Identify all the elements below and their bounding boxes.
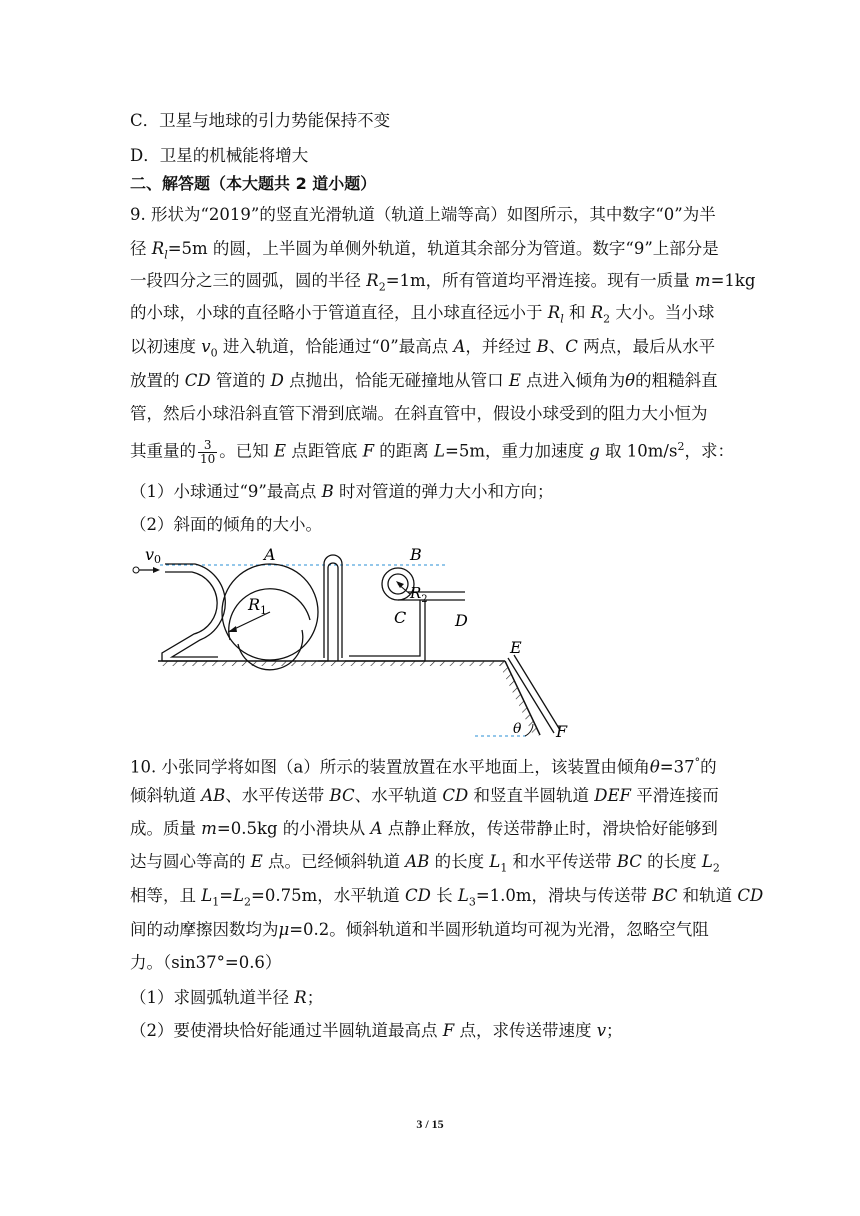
radius-r2-arrow xyxy=(396,581,404,588)
q9-line-3: 一段四分之三的圆弧，圆的半径 $R_2=1m$，所有管道均平滑连接。现有一质量 m=1kg xyxy=(130,271,756,294)
q9-line-7: 管，然后小球沿斜直管下滑到底端。在斜直管中，假设小球受到的阻力大小恒为 xyxy=(130,404,708,423)
label-r2: $R_2$ xyxy=(410,584,428,605)
q10-line-7: 力。（sin37°=0.6） xyxy=(130,953,282,972)
q9-line-4: 的小球，小球的直径略小于管道直径，且小球直径远小于 $R_l$ 和 $R_2$ 大小。当小球 xyxy=(130,303,715,326)
label-a: A xyxy=(264,545,276,564)
q10-line-5: 相等，且 $L_1=L_2=0.75m$，水平轨道 CD 长 $L_3=1.0m$，滑块与传送带 BC 和轨道 CD xyxy=(130,886,764,909)
label-theta: θ xyxy=(513,721,522,737)
q9-part-1: （1）小球通过“9”最高点 B 时对管道的弹力大小和方向； xyxy=(130,482,554,501)
ground-hatch xyxy=(158,661,505,666)
q10-line-4: 达与圆心等高的 E 点。已经倾斜轨道 AB 的长度 $L_1$ 和水平传送带 BC 的长度 $L_2$ xyxy=(130,852,720,875)
label-f: F xyxy=(556,722,568,740)
q9-line-6: 放置的 CD 管道的 D 点抛出，恰能无碰撞地从管口 E 点进入倾角为θ的粗糙斜直 xyxy=(130,371,718,390)
entry-arrow-head xyxy=(153,567,160,573)
q10-line-3: 成。质量 m=0.5kg 的小滑块从 A 点静止释放，传送带静止时，滑块恰好能够到 xyxy=(130,819,718,838)
q10-line-2: 倾斜轨道 AB、水平传送带 BC、水平轨道 CD 和竖直半圆轨道 DEF 平滑连接而 xyxy=(130,786,719,805)
page-number: 3 / 15 xyxy=(416,1117,444,1131)
label-r1: $R_1$ xyxy=(248,595,268,617)
section-heading: 二、解答题（本大题共 2 道小题） xyxy=(130,174,377,193)
digit-0-circle xyxy=(222,564,318,670)
fraction-3-10: $\frac{3}{10}$ xyxy=(200,437,216,466)
digit-1 xyxy=(318,555,342,661)
q10-line-6: 间的动摩擦因数均为μ=0.2。倾斜轨道和半圆形轨道均可视为光滑，忽略空气阻 xyxy=(130,920,709,939)
q10-part-1: （1）求圆弧轨道半径 R； xyxy=(130,988,324,1007)
label-d: D xyxy=(455,611,468,630)
q9-line-5: 以初速度 $v_0$ 进入轨道，恰能通过“0”最高点 A，并经过 B、C 两点，最后从水平 xyxy=(130,337,716,360)
label-c: C xyxy=(394,608,407,627)
digit-2 xyxy=(162,564,225,661)
tube-ef-inner xyxy=(514,655,560,730)
label-v0: v0 xyxy=(145,545,162,566)
track-2019-figure xyxy=(130,540,610,740)
ball xyxy=(133,567,139,573)
q9-line-2: 径 $R_l=5m$ 的圆，上半圆为单侧外轨道，轨道其余部分为管道。数字“9”上部分是 xyxy=(130,239,719,262)
q9-line-8: 其重量的 $\frac{3}{10}$ 。已知 E 点距管底 F 的距离 L=5m，重力加速度 g 取 $10m/s^2$，求： xyxy=(130,437,734,466)
label-e: E xyxy=(510,638,522,657)
q9-line-1: 9. 形状为“2019”的竖直光滑轨道（轨道上端等高）如图所示，其中数字“0”为半 xyxy=(130,205,716,224)
q9-part-2: （2）斜面的倾角的大小。 xyxy=(130,515,322,534)
option-d: D．卫星的机械能将增大 xyxy=(130,146,309,165)
q10-line-1: 10. 小张同学将如图（a）所示的装置放置在水平地面上，该装置由倾角θ=37°的 xyxy=(130,756,717,777)
label-b: B xyxy=(410,545,422,564)
option-c: C．卫星与地球的引力势能保持不变 xyxy=(130,111,391,130)
q10-part-2: （2）要使滑块恰好能通过半圆轨道最高点 F 点，求传送带速度 v； xyxy=(130,1021,623,1040)
